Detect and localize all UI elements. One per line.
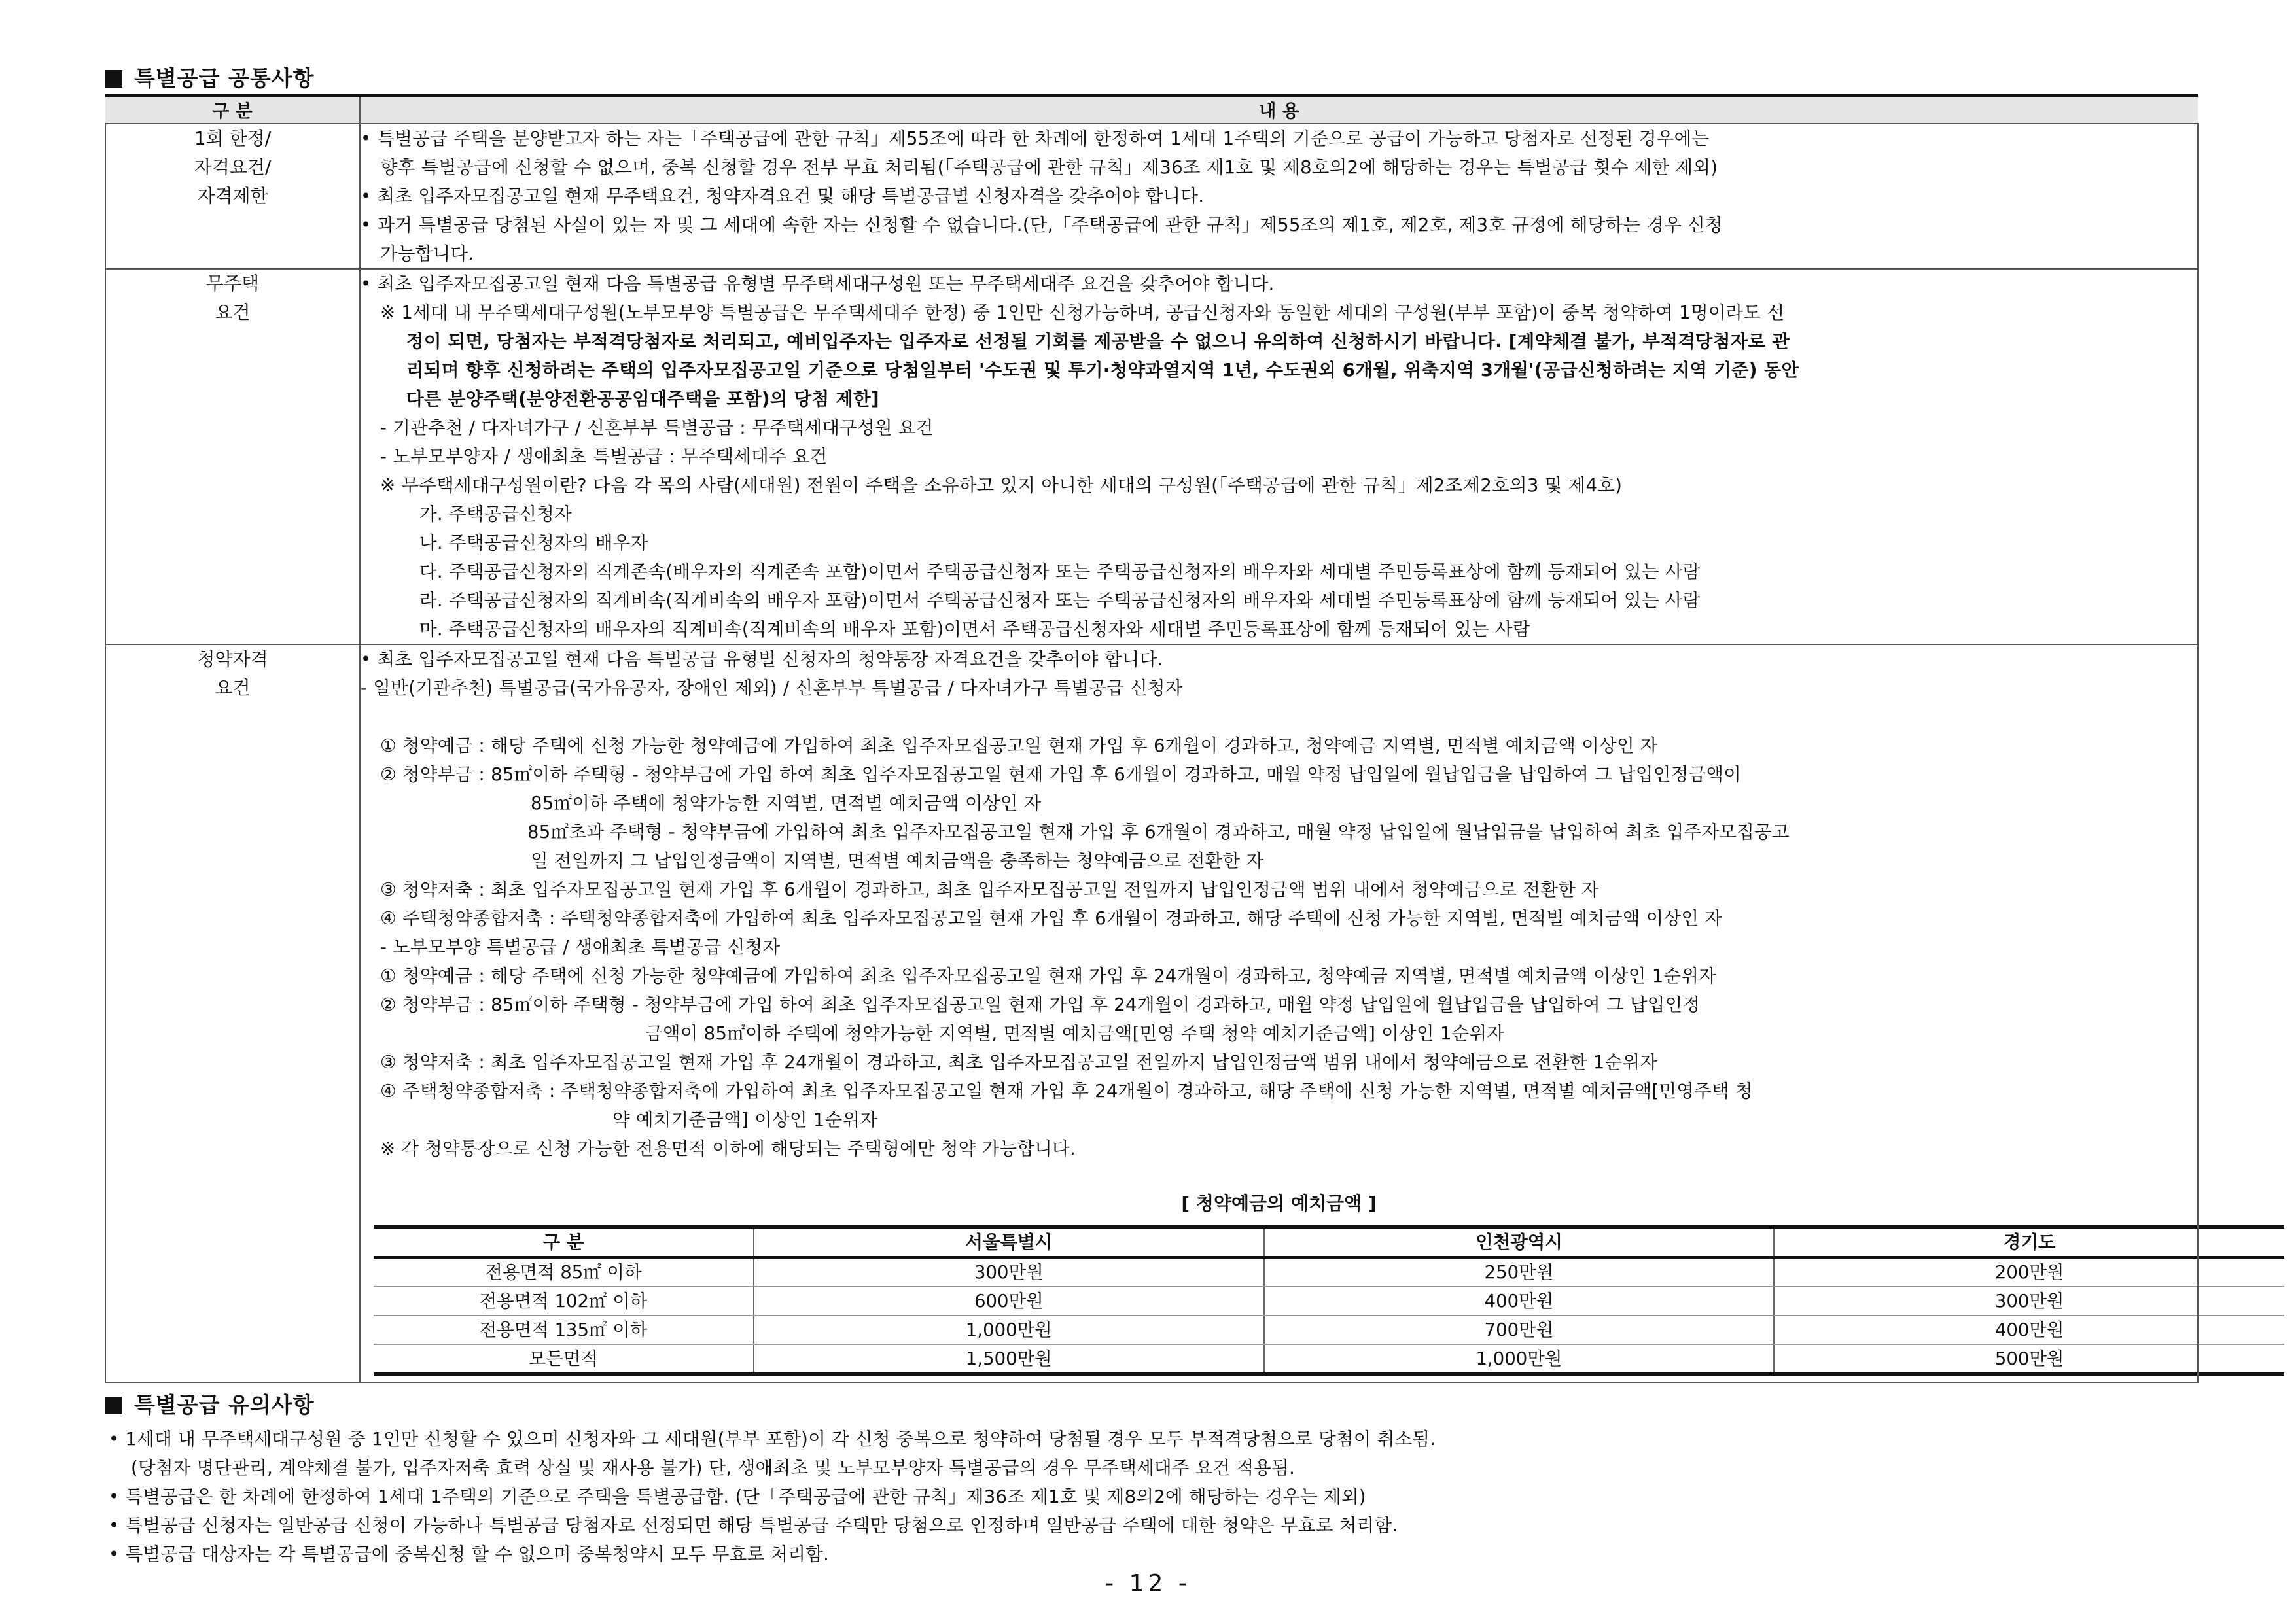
- list-item: • 특별공급은 한 차례에 한정하여 1세대 1주택의 기준으로 주택을 특별공급함. (단「주택공급에 관한 규칙」제36조 제1호 및 제8의2에 해당하는 경우는 제외): [109, 1486, 1366, 1507]
- common-table: [105, 94, 2199, 1383]
- page-number: - 12 -: [1105, 1570, 1191, 1597]
- section-title-common: 특별공급 공통사항: [105, 63, 2199, 94]
- row-label: 청약자격 요건: [105, 644, 360, 1382]
- deposit-row: 전용면적 135㎡ 이하 1,000만원 700만원 400만원: [374, 1316, 2284, 1344]
- deposit-row: 전용면적 102㎡ 이하 600만원 400만원 300만원: [374, 1287, 2284, 1316]
- notes-list: [105, 1425, 2199, 1569]
- table-row: [105, 269, 2198, 644]
- list-item: • 특별공급 대상자는 각 특별공급에 중복신청 할 수 없으며 중복청약시 모두 무효로 처리함.: [109, 1544, 830, 1565]
- row-content: • 최초 입주자모집공고일 현재 다음 특별공급 유형별 무주택세대구성원 또는 무주택세대주 요건을 갖추어야 합니다. ※ 1세대 내 무주택세대구성원(노부모부양 특별공급은 무주택세대주 한정) 중 1인만 신청가능하며, 공급신청자와 동일한 세대의 구성원(부부 포함)이 중복 청약하여 1명이라도 선 정이 되면, 당첨자는 부적격당첨자로 처리되고, 예비입주자는 입주자로 선정될 기회를 제공받을 수 없으니 유의하여 신청하시기 바랍니다. [계약체결 불가, 부적격당첨자로 관 리되며 향후 신청하려는 주택의 입주자모집공고일 기준으로 당첨일부터 '수도권 및 투기·청약과열지역 1년, 수도권외 6개월, 위축지역 3개월'(공급신청하려는 지역 기준) 동안 다른 분양주택(분양전환공공임대주택을 포함)의 당첨 제한] - 기관추천 / 다자녀가구 / 신혼부부 특별공급 : 무주택세대구성원 요건 - 노부모부양자 / 생애최초 특별공급 : 무주택세대주 요건 ※ 무주택세대구성원이란? 다음 각 목의 사람(세대원) 전원이 주택을 소유하고 있지 아니한 세대의 구성원(「주택공급에 관한 규칙」제2조제2호의3 및 제4호) 가. 주택공급신청자 나. 주택공급신청자의 배우자 다. 주택공급신청자의 직계존속(배우자의 직계존속 포함)이면서 주택공급신청자 또는 주택공급신청자의 배우자와 세대별 주민등록표상에 함께 등재되어 있는 사람 라. 주택공급신청자의 직계비속(직계비속의 배우자 포함)이면서 주택공급신청자 또는 주택공급신청자의 배우자와 세대별 주민등록표상에 함께 등재되어 있는 사람 마. 주택공급신청자의 배우자의 직계비속(직계비속의 배우자 포함)이면서 주택공급신청자와 세대별 주민등록표상에 함께 등재되어 있는 사람: [360, 269, 2198, 644]
- table-row: [105, 644, 2198, 1382]
- list-item: • 특별공급 신청자는 일반공급 신청이 가능하나 특별공급 당첨자로 선정되면 해당 특별공급 주택만 당첨으로 인정하며 일반공급 주택에 대한 청약은 무효로 처리함.: [109, 1515, 1398, 1536]
- list-item: • 1세대 내 무주택세대구성원 중 1인만 신청할 수 있으며 신청자와 그 세대원(부부 포함)이 각 신청 중복으로 청약하여 당첨될 경우 모두 부적격당첨으로 당첨이 취소됨.: [109, 1429, 1436, 1450]
- header-category: 구 분: [105, 96, 360, 124]
- square-bullet-icon: [105, 1397, 122, 1414]
- row-label: 무주택 요건: [105, 269, 360, 644]
- document-page: [105, 63, 2199, 1569]
- row-content: • 특별공급 주택을 분양받고자 하는 자는「주택공급에 관한 규칙」제55조에 따라 한 차례에 한정하여 1세대 1주택의 기준으로 공급이 가능하고 당첨자로 선정된 경우에는 향후 특별공급에 신청할 수 없으며, 중복 신청할 경우 전부 무효 처리됨(「주택공급에 관한 규칙」제36조 제1호 및 제8호의2에 해당하는 경우는 특별공급 횟수 제한 제외) • 최초 입주자모집공고일 현재 무주택요건, 청약자격요건 및 해당 특별공급별 신청자격을 갖추어야 합니다. • 과거 특별공급 당첨된 사실이 있는 자 및 그 세대에 속한 자는 신청할 수 없습니다.(단,「주택공급에 관한 규칙」제55조의 제1호, 제2호, 제3호 규정에 해당하는 경우 신청 가능합니다.: [360, 124, 2198, 269]
- row-content: • 최초 입주자모집공고일 현재 다음 특별공급 유형별 신청자의 청약통장 자격요건을 갖추어야 합니다. - 일반(기관추천) 특별공급(국가유공자, 장애인 제외) / 신혼부부 특별공급 / 다자녀가구 특별공급 신청자 ① 청약예금 : 해당 주택에 신청 가능한 청약예금에 가입하여 최초 입주자모집공고일 현재 가입 후 6개월이 경과하고, 청약예금 지역별, 면적별 예치금액 이상인 자 ② 청약부금 : 85㎡이하 주택형 - 청약부금에 가입 하여 최초 입주자모집공고일 현재 가입 후 6개월이 경과하고, 매월 약정 납입일에 월납입금을 납입하여 그 납입인정금액이 85㎡이하 주택에 청약가능한 지역별, 면적별 예치금액 이상인 자 85㎡초과 주택형 - 청약부금에 가입하여 최초 입주자모집공고일 현재 가입 후 6개월이 경과하고, 매월 약정 납입일에 월납입금을 납입하여 최초 입주자모집공고 일 전일까지 그 납입인정금액이 지역별, 면적별 예치금액을 충족하는 청약예금으로 전환한 자 ③ 청약저축 : 최초 입주자모집공고일 현재 가입 후 6개월이 경과하고, 최초 입주자모집공고일 전일까지 납입인정금액 범위 내에서 청약예금으로 전환한 자 ④ 주택청약종합저축 : 주택청약종합저축에 가입하여 최초 입주자모집공고일 현재 가입 후 6개월이 경과하고, 해당 주택에 신청 가능한 지역별, 면적별 예치금액 이상인 자 - 노부모부양 특별공급 / 생애최초 특별공급 신청자 ① 청약예금 : 해당 주택에 신청 가능한 청약예금에 가입하여 최초 입주자모집공고일 현재 가입 후 24개월이 경과하고, 청약예금 지역별, 면적별 예치금액 이상인 1순위자 ② 청약부금 : 85㎡이하 주택형 - 청약부금에 가입 하여 최초 입주자모집공고일 현재 가입 후 24개월이 경과하고, 매월 약정 납입일에 월납입금을 납입하여 그 납입인정 금액이 85㎡이하 주택에 청약가능한 지역별, 면적별 예치금액[민영 주택 청약 예치기준금액] 이상인 1순위자 ③ 청약저축 : 최초 입주자모집공고일 현재 가입 후 24개월이 경과하고, 최초 입주자모집공고일 전일까지 납입인정금액 범위 내에서 청약예금으로 전환한 1순위자 ④ 주택청약종합저축 : 주택청약종합저축에 가입하여 최초 입주자모집공고일 현재 가입 후 24개월이 경과하고, 해당 주택에 신청 가능한 지역별, 면적별 예치금액[민영주택 청 약 예치기준금액] 이상인 1순위자 ※ 각 청약통장으로 신청 가능한 전용면적 이하에 해당되는 주택형에만 청약 가능합니다. [ 청약예금의 예치금액 ] 구 분 서울특별시 인천광역시 경기도 전용면적 85㎡ 이하 300만원 250만원 200만원 전용면적 102㎡ 이하 600만원 400만원 300만원 전용면적 135㎡ 이하 1,000만원 700만원 400만원 모든면적 1,500만원 1,000만원 500만원: [360, 644, 2198, 1382]
- deposit-row: 전용면적 85㎡ 이하 300만원 250만원 200만원: [374, 1257, 2284, 1287]
- square-bullet-icon: [105, 70, 122, 88]
- deposit-row: 모든면적 1,500만원 1,000만원 500만원: [374, 1344, 2284, 1374]
- deposit-table: [374, 1225, 2284, 1376]
- header-content: 내 용: [360, 96, 2198, 124]
- row-label: 1회 한정/ 자격요건/ 자격제한: [105, 124, 360, 269]
- deposit-header-row: 구 분 서울특별시 인천광역시 경기도: [374, 1227, 2284, 1257]
- deposit-table-title: [ 청약예금의 예치금액 ]: [1181, 1193, 1377, 1214]
- section-title-notes: 특별공급 유의사항: [105, 1389, 2199, 1421]
- table-row: [105, 124, 2198, 269]
- list-item: (당첨자 명단관리, 계약체결 불가, 입주자저축 효력 상실 및 재사용 불가) 단, 생애최초 및 노부모부양자 특별공급의 경우 무주택세대주 요건 적용됨.: [131, 1457, 1296, 1478]
- table-header-row: [105, 96, 2198, 124]
